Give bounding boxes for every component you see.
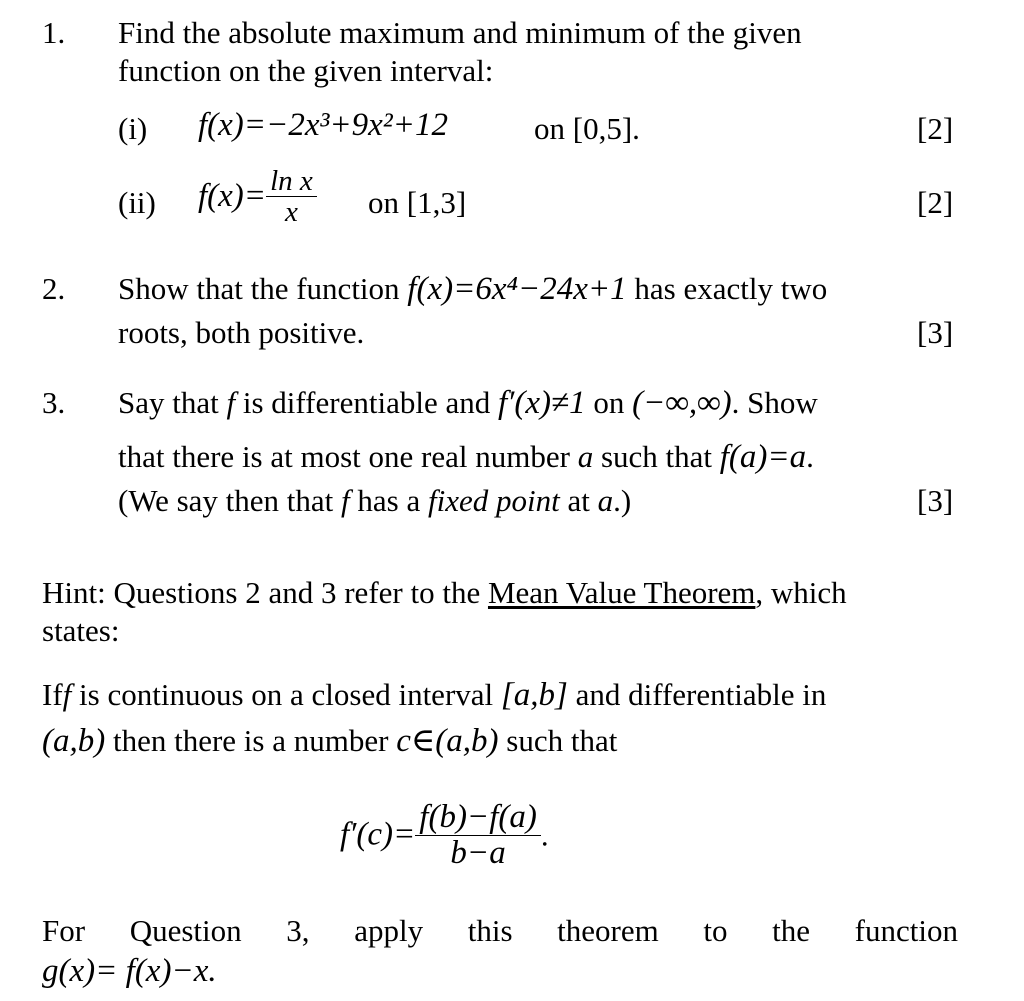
text-run: then there is a number [112, 723, 389, 758]
text-run: has a [357, 483, 421, 518]
fraction-denominator: x [284, 196, 298, 229]
question-text-line [118, 438, 814, 478]
emphasis: fixed point [428, 483, 560, 518]
marks: [3] [917, 483, 954, 518]
text-run: (We say then that [118, 483, 334, 518]
text-run: such that [600, 439, 712, 474]
math-var: f [341, 483, 350, 518]
mvt-formula [340, 800, 549, 870]
hint-text-line: states: [42, 613, 120, 648]
text-run: , which [755, 575, 847, 610]
math-expression: f(x)=6x⁴−24x+1 [407, 271, 627, 307]
math-fraction-expression [198, 166, 317, 228]
text-run: at [567, 483, 590, 518]
text-run: If [42, 677, 63, 712]
text-run: Say that [118, 385, 219, 420]
math-interval: (a,b) [435, 723, 499, 759]
question-number: 3. [42, 385, 66, 420]
math-expression: c∈ [396, 723, 436, 759]
math-interval: (a,b) [42, 723, 106, 759]
text-run: and differentiable in [575, 677, 827, 712]
math-expression: f(x)=−2x³+9x²+12 [198, 107, 448, 143]
math-expression: f′(x)≠1 [497, 385, 586, 421]
text-run: Hint: Questions 2 and 3 refer to the [42, 575, 481, 610]
question-text-line: function on the given interval: [118, 53, 494, 88]
math-var: f [226, 385, 236, 420]
math-interval: [a,b] [500, 677, 568, 713]
math-var: a [577, 439, 594, 474]
mvt-text-line [42, 722, 617, 762]
text-run: has exactly two [634, 271, 828, 306]
math-interval: (−∞,∞) [632, 385, 732, 421]
math-expression: g(x)= f(x)−x. [42, 953, 217, 989]
marks: [2] [917, 185, 954, 220]
marks: [2] [917, 111, 954, 146]
fraction-numerator: f(b)−f(a) [415, 800, 541, 836]
text-run: such that [506, 723, 618, 758]
math-lhs: f′(c)= [340, 816, 416, 853]
hint-text-line [42, 574, 847, 611]
question-number: 1. [42, 15, 66, 50]
part-label: (ii) [118, 185, 156, 220]
fraction-numerator: ln x [266, 166, 317, 197]
math-lhs: f(x)= [198, 178, 267, 215]
text-run: is continuous on a closed interval [79, 677, 494, 712]
text-run: on [593, 385, 625, 420]
question-text-line: roots, both positive. [118, 315, 365, 350]
text-run: is differentiable and [242, 385, 491, 420]
question-number: 2. [42, 271, 66, 306]
interval-text: on [1,3] [368, 185, 467, 220]
question-text-line [118, 270, 827, 310]
formula-end: . [540, 817, 549, 853]
text-run: . Show [731, 385, 818, 420]
mvt-text-line [42, 676, 826, 716]
text-run: Show that the function [118, 271, 400, 306]
math-var: f [62, 677, 72, 712]
math-expression: f(a)=a [719, 439, 807, 475]
text-run: .) [613, 483, 632, 518]
text-run: . [806, 439, 814, 474]
theorem-name: Mean Value Theorem [487, 575, 756, 610]
question-text-line [118, 482, 631, 519]
marks: [3] [917, 315, 954, 350]
footer-text-line: For Question 3, apply this theorem to the function [42, 913, 958, 948]
text-run: that there is at most one real number [118, 439, 570, 474]
part-label: (i) [118, 111, 148, 146]
question-text-line [118, 384, 818, 424]
math-var: a [597, 483, 614, 518]
question-text-line: Find the absolute maximum and minimum of the given [118, 15, 802, 50]
fraction-denominator: b−a [450, 834, 506, 871]
interval-text: on [0,5]. [534, 111, 640, 146]
